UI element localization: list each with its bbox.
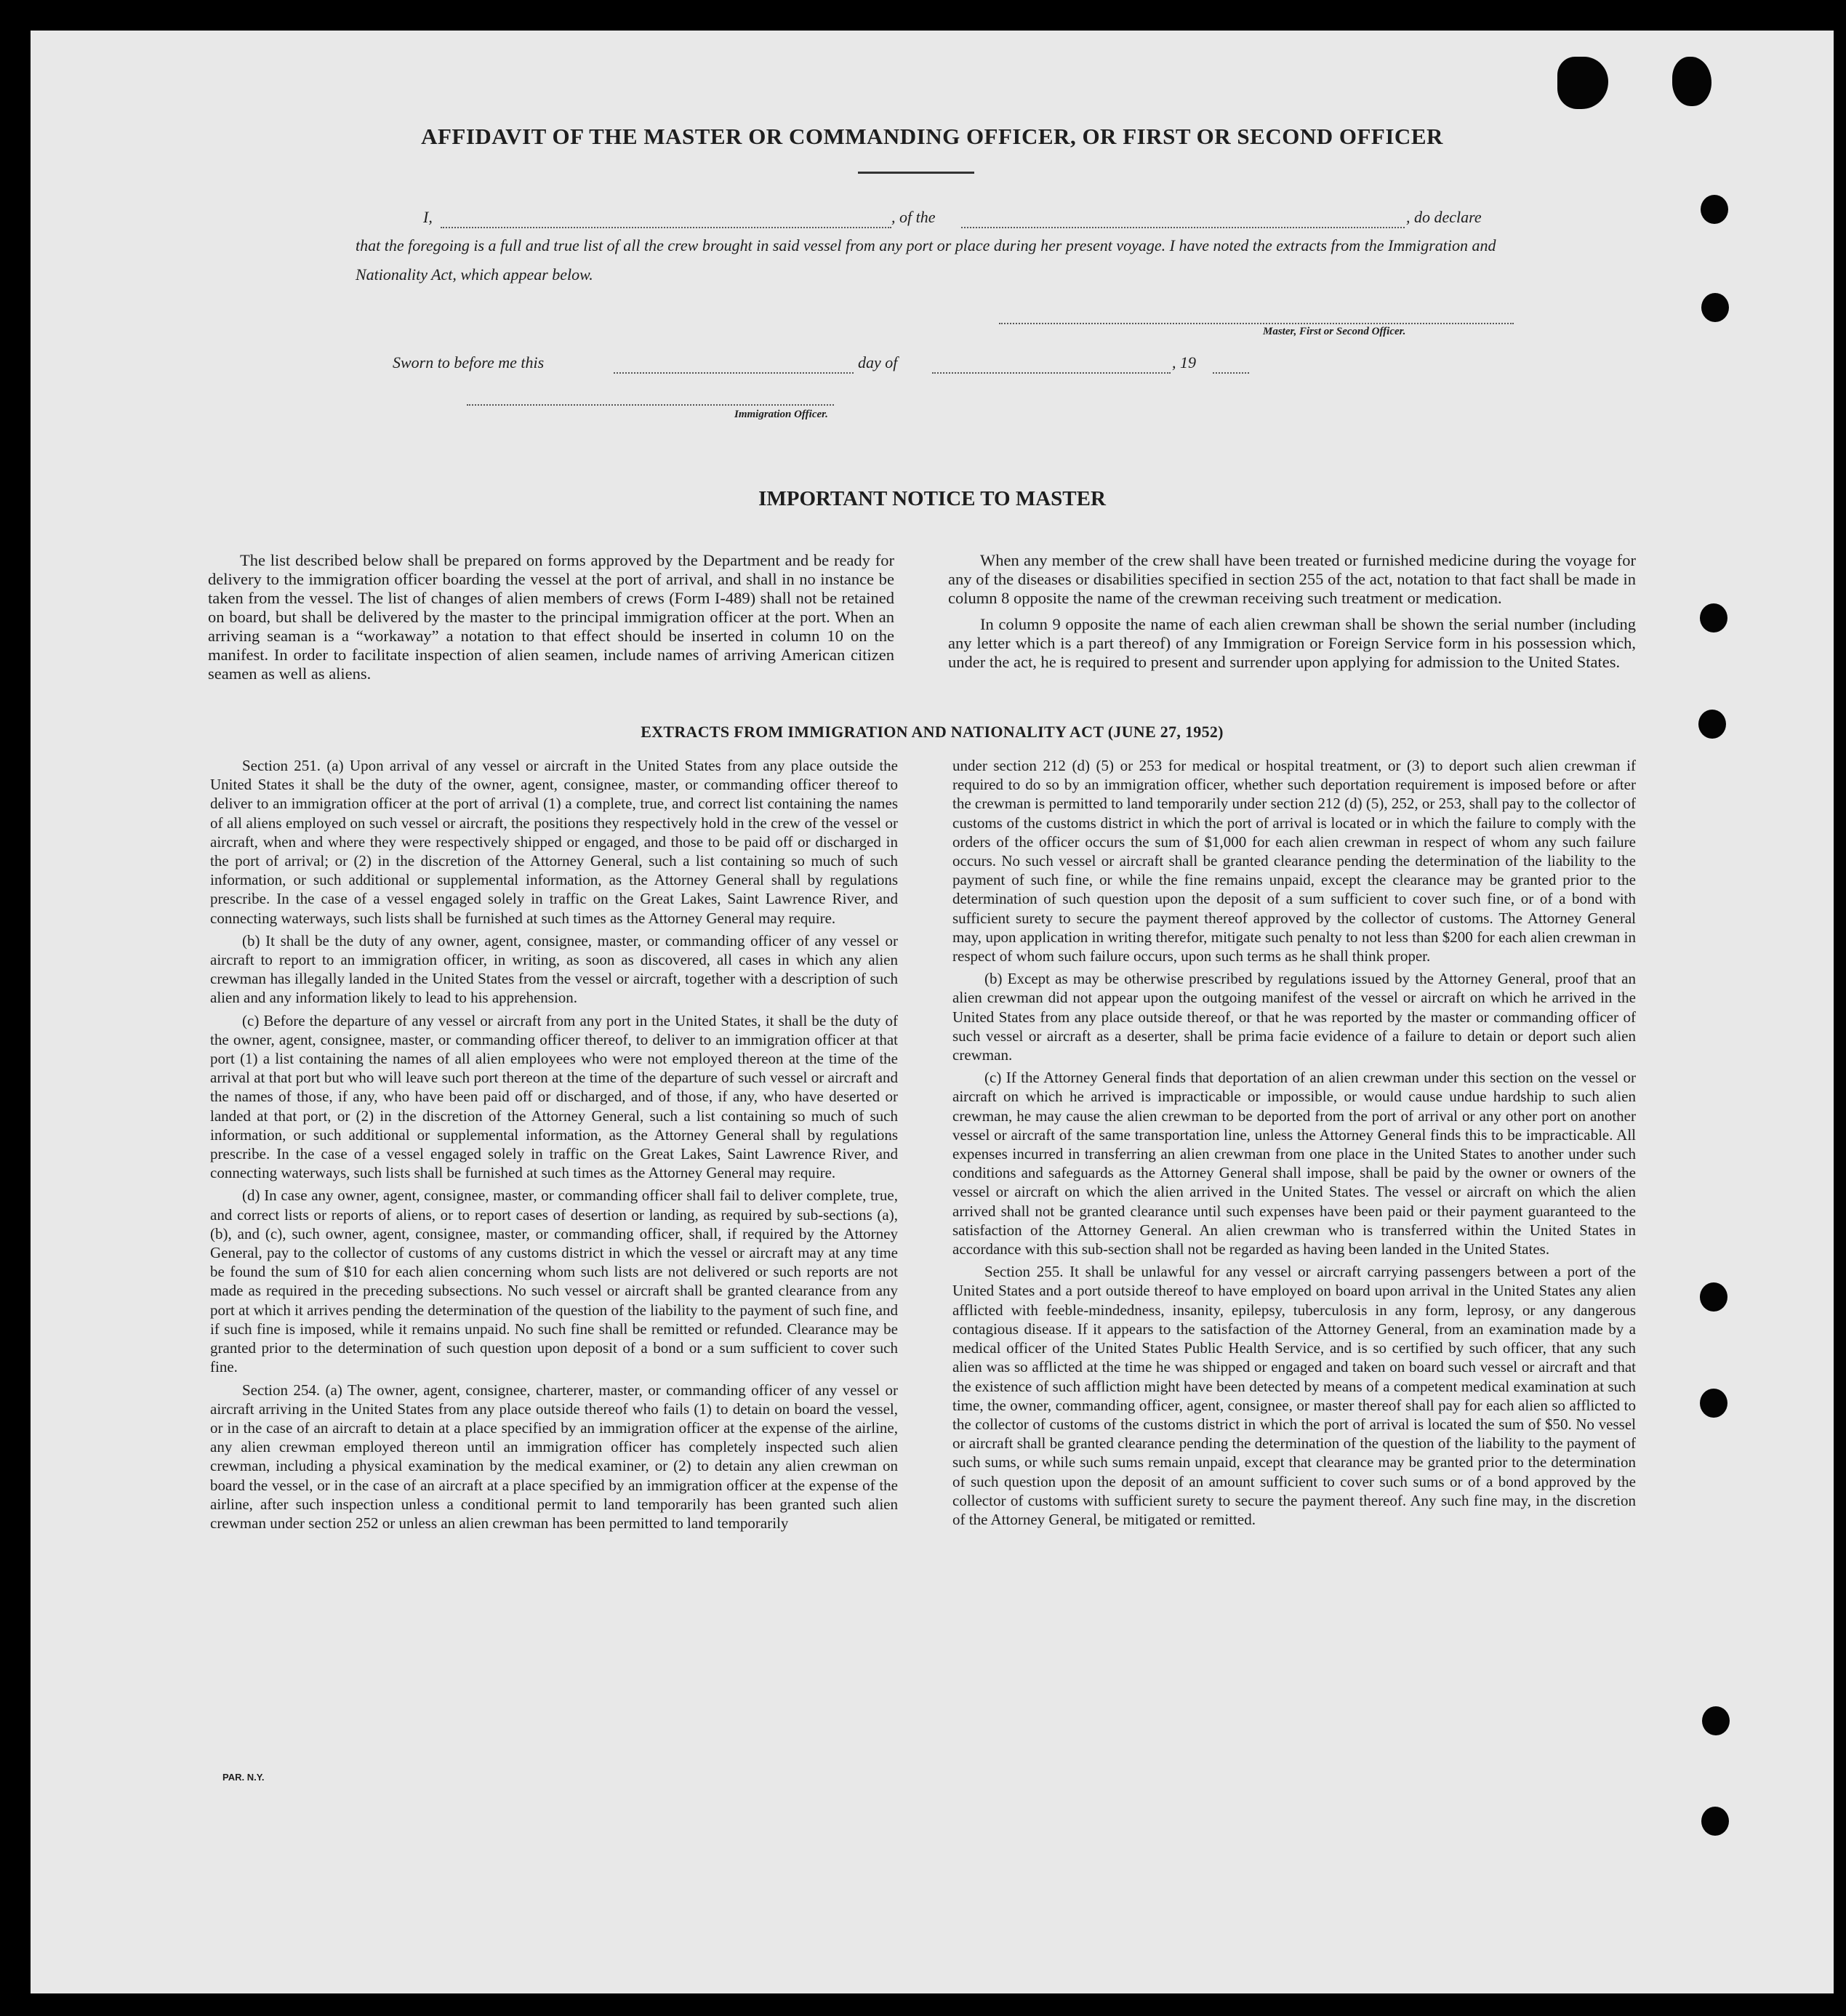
section-254-b: (b) Except as may be otherwise prescribed by regulations issued by the Attorney General, proof that an alien crewman did not appear upon the outgoing manifest of the vessel or aircraft on which he arrived in the United States from any place outside thereof, or that he was reported by the master or commanding officer of such vessel or aircraft as a deserter, shall be prima facie evidence of a failure to detain or deport such alien crewman. bbox=[952, 970, 1636, 1064]
section-254-c: (c) If the Attorney General finds that deportation of an alien crewman under this section on the vessel or aircraft on which he arrived is impracticable or impossible, or would cause undue hardship to such alien crewman, he may cause the alien crewman to be deported from the port of arrival or any other port on another vessel or aircraft of the same transportation line, unless the Attorney General finds this to be impracticable. All expenses incurred in transferring an alien crewman from one place in the United States to another under such conditions and safeguards as the Attorney General shall impose, shall be paid by the owner or owners of the vessel or aircraft on which the alien arrived in the United States. The vessel or aircraft on which the alien arrived shall not be granted clearance until such expenses have been paid or their payment guaranteed to the satisfaction of the Attorney General. An alien crewman who is transferred within the United States in accordance with this sub-section shall not be regarded as having been landed in the United States. bbox=[952, 1069, 1636, 1258]
notice-right-paragraph: In column 9 opposite the name of each alien crewman shall be shown the serial number (including any letter which is a part thereof) of any Immigration or Foreign Service form in his possession which, under the act, he is required to present and surrender upon applying for admission to the United States. bbox=[948, 615, 1636, 671]
section-255: Section 255. It shall be unlawful for any vessel or aircraft carrying passengers between a port of the United States and a port outside thereof to have employed on board upon arrival in the United States any alien afflicted with feeble-mindedness, insanity, epilepsy, tuberculosis in any form, leprosy, or any dangerous contagious disease. If it appears to the satisfaction of the Attorney General, from an examination made by a medical officer of the United States Public Health Service, and is so certified by such officer, that any such alien was so afflicted at the time he was shipped or engaged and taken on board such vessel or aircraft and that the existence of such affliction might have been detected by means of a competent medical examination at such time, the owner, commanding officer, agent, consignee, or master thereof shall pay for each alien so afflicted to the collector of customs of the customs district in which the port of arrival is located the sum of $50. No vessel or aircraft shall be granted clearance pending the determination of the question of the liability to the payment of such sums, or while such sums remain unpaid, except that clearance may be granted prior to the determination of such question upon the deposit of an amount sufficient to cover such sums or of a bond approved by the collector of customs with sufficient surety to secure the payment thereof. Any such fine may, in the discretion of the Attorney General, be mitigated or remitted. bbox=[952, 1263, 1636, 1528]
notice-right-paragraph: When any member of the crew shall have been treated or furnished medicine during the voyage for any of the diseases or disabilities specified in section 255 of the act, notation to that fact shall be made in column 8 opposite the name of the crewman receiving such treatment or medication. bbox=[948, 551, 1636, 607]
vessel-label: , of the bbox=[891, 208, 936, 226]
printer-mark: PAR. N.Y. bbox=[222, 1772, 265, 1783]
extracts-left-column bbox=[210, 756, 898, 1533]
day-of-label: day of bbox=[858, 353, 898, 372]
punch-hole bbox=[1700, 603, 1727, 632]
master-signature-field[interactable] bbox=[999, 323, 1514, 324]
ink-blot bbox=[1557, 57, 1608, 109]
vessel-name-field[interactable] bbox=[961, 227, 1405, 228]
sworn-prefix-label: Sworn to before me this bbox=[393, 353, 545, 372]
master-signature-label: Master, First or Second Officer. bbox=[1263, 326, 1406, 337]
punch-hole bbox=[1700, 1389, 1727, 1418]
section-251-a: Section 251. (a) Upon arrival of any vessel or aircraft in the United States from any place outside the United States it shall be the duty of the owner, agent, consignee, master, or commanding officer thereof to deliver to an immigration officer at the port of arrival (1) a complete, true, and correct list containing the names of all aliens employed on such vessel or aircraft, the positions they respectively hold in the crew of the vessel or aircraft, when and where they were respectively shipped or engaged, and those to be paid off or discharged in the port of arrival; or (2) in the discretion of the Attorney General, such a list containing so much of such information, or such additional or supplemental information, as the Attorney General shall by regulations prescribe. In the case of a vessel engaged solely in traffic on the Great Lakes, Saint Lawrence River, and connecting waterways, such lists shall be furnished at such times as the Attorney General may require. bbox=[210, 757, 898, 927]
punch-hole bbox=[1701, 1807, 1729, 1836]
declarant-label: I, bbox=[423, 208, 433, 226]
notice-left-column bbox=[208, 551, 894, 683]
sworn-year-field[interactable] bbox=[1213, 372, 1249, 374]
declare-label: , do declare bbox=[1406, 208, 1482, 226]
ink-blot bbox=[1672, 57, 1711, 106]
declaration-statement: that the foregoing is a full and true list of all the crew brought in said vessel from any port or place during her present voyage. I have noted the extracts from the Immigration and Nationality Act, which appear below. bbox=[356, 236, 1496, 284]
declaration-line bbox=[380, 204, 1514, 233]
extracts-right-column bbox=[952, 756, 1636, 1529]
section-254-a: Section 254. (a) The owner, agent, consignee, charterer, master, or commanding officer of any vessel or aircraft arriving in the United States from any place outside thereof who fails (1) to detain on board the vessel, or in the case of an aircraft to detain at a place specified by an immigration officer at the expense of the airline, any alien crewman employed thereon until an immigration officer has completely inspected such alien crewman, including a physical examination by the medical examiner, or (2) to detain any alien crewman on board the vessel, or in the case of an aircraft at a place specified by an immigration officer at the expense of the airline, after such inspection unless a conditional permit to land temporarily has been granted such alien crewman under section 252 or unless an alien crewman has been permitted to land temporarily bbox=[210, 1381, 898, 1532]
title-underline bbox=[858, 172, 974, 174]
section-251-b: (b) It shall be the duty of any owner, agent, consignee, master, or commanding officer of any vessel or aircraft to report to an immigration officer, in writing, as soon as discovered, all cases in which any alien crewman has illegally landed in the United States from the vessel or aircraft, together with a description of such alien and any information likely to lead to his apprehension. bbox=[210, 931, 898, 1007]
extracts-title: EXTRACTS FROM IMMIGRATION AND NATIONALITY ACT (JUNE 27, 1952) bbox=[641, 723, 1224, 741]
notice-left-paragraph: The list described below shall be prepared on forms approved by the Department and be ready for delivery to the immigration officer boarding the vessel at the port of arrival, and shall in no instance be taken from the vessel. The list of changes of alien members of crews (Form I-489) shall not be retained on board, but shall be delivered by the master to the principal immigration officer at the port. When an arriving seaman is a “workaway” a notation to that effect should be inserted in column 10 on the manifest. In order to facilitate inspection of alien seamen, include names of arriving American citizen seamen as well as aliens. bbox=[208, 551, 894, 683]
officer-signature-label: Immigration Officer. bbox=[734, 409, 828, 420]
form-page bbox=[31, 31, 1834, 1993]
officer-signature-field[interactable] bbox=[467, 404, 834, 406]
year-label: , 19 bbox=[1172, 353, 1196, 372]
section-254-a-continued: under section 212 (d) (5) or 253 for medical or hospital treatment, or (3) to deport such alien crewman if required to do so by an immigration officer, whether such deportation requirement is imposed before or after the crewman is permitted to land temporarily under section 212 (d) (5), 252, or 253, shall pay to the collector of customs of the customs district in which the port of arrival is located or in which the failure to comply with the orders of the officer occurs the sum of $1,000 for each alien crewman in respect of whom any such failure occurs. No such vessel or aircraft shall be granted clearance pending the determination of the liability to the payment of such fine, or while the fine remains unpaid, except the clearance may be granted prior to the determination of such question upon the deposit of a sum sufficient to cover such fine, or of a bond with sufficient surety to secure the payment thereof approved by the collector of customs. The Attorney General may, upon application in writing therefor, mitigate such penalty to not less than $200 for each alien crewman in respect of whom such failure occurs, upon such terms as he shall think proper. bbox=[952, 757, 1636, 965]
punch-hole bbox=[1701, 293, 1729, 322]
notice-right-column bbox=[948, 551, 1636, 672]
section-251-d: (d) In case any owner, agent, consignee, master, or commanding officer shall fail to deliver complete, true, and correct lists or reports of aliens, or to report cases of desertion or landing, as required by sub-sections (a), (b), and (c), such owner, agent, consignee, master, or commanding officer, shall, if required by the Attorney General, pay to the collector of customs of any customs district in which the vessel or aircraft may at any time be found the sum of $10 for each alien concerning whom such lists are not delivered or such reports are not made as required in the preceding subsections. No such vessel or aircraft shall be granted clearance from any port at which it arrives pending the determination of the question of the liability to the payment of such fine, and if such fine is imposed, while it remains unpaid. No such fine shall be remitted or refunded. Clearance may be granted prior to the determination of such question upon deposit of a bond or a sum sufficient to cover such fine. bbox=[210, 1186, 898, 1376]
affidavit-title: AFFIDAVIT OF THE MASTER OR COMMANDING OFFICER, OR FIRST OR SECOND OFFICER bbox=[421, 124, 1443, 149]
punch-hole bbox=[1701, 195, 1728, 224]
notice-title: IMPORTANT NOTICE TO MASTER bbox=[758, 487, 1106, 510]
sworn-day-field[interactable] bbox=[614, 372, 854, 374]
sworn-month-field[interactable] bbox=[932, 372, 1171, 374]
sworn-line bbox=[393, 349, 1265, 378]
punch-hole bbox=[1700, 1282, 1727, 1312]
declarant-name-field[interactable] bbox=[441, 227, 891, 228]
section-251-c: (c) Before the departure of any vessel or aircraft from any port in the United States, it shall be the duty of the owner, agent, consignee, master, or commanding officer thereof, to deliver to an immigration officer at that port (1) a list containing the names of all alien employees who were not employed thereon at the time of the arrival at that port but who will leave such port thereon at the time of the departure of such vessel or aircraft and the names of those, if any, who have been paid off or discharged, and of those, if any, who have deserted or landed at that port, or (2) in the discretion of the Attorney General, such a list containing so much of such information, or such additional or supplemental information, as the Attorney General shall by regulations prescribe. In the case of a vessel engaged solely in traffic on the Great Lakes, Saint Lawrence River, and connecting waterways, such lists shall be furnished at such times as the Attorney General may require. bbox=[210, 1011, 898, 1182]
punch-hole bbox=[1702, 1706, 1730, 1735]
